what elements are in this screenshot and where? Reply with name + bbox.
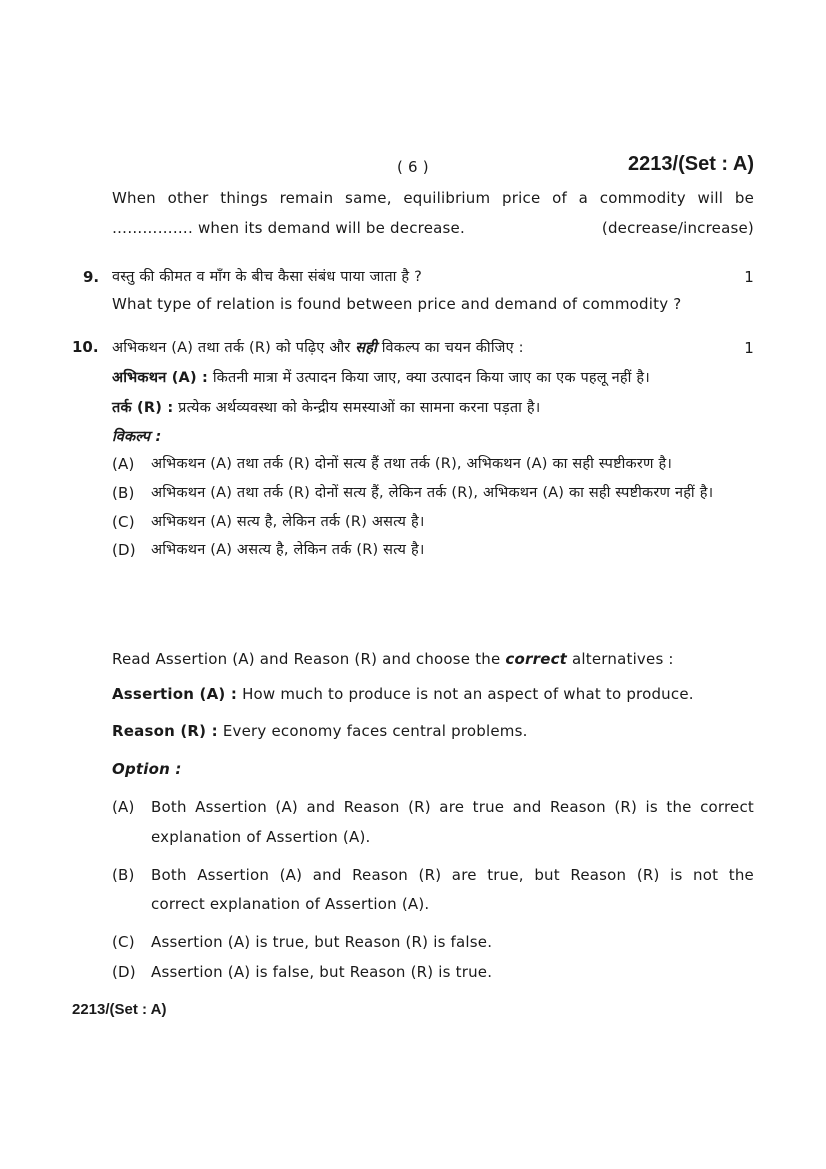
hindi-reason xyxy=(112,397,540,417)
hindi-assertion-label: अभिकथन (A) : xyxy=(112,370,209,386)
english-instruction-emphasis: correct xyxy=(505,650,568,668)
hindi-option-text: अभिकथन (A) सत्य है, लेकिन तर्क (R) असत्य है। xyxy=(151,514,425,530)
english-option-text-cont: correct explanation of Assertion (A). xyxy=(151,895,430,913)
question-10-number: 10. xyxy=(72,338,99,356)
english-assertion-text: How much to produce is not an aspect of what to produce. xyxy=(242,685,694,703)
english-assertion xyxy=(112,685,694,703)
english-assertion-label: Assertion (A) : xyxy=(112,685,238,703)
english-instruction-pre: Read Assertion (A) and Reason (R) and choose the xyxy=(112,650,501,668)
page-number: ( 6 ) xyxy=(397,158,429,176)
hindi-option-label: (C) xyxy=(112,513,135,531)
hindi-assertion-text: कितनी मात्रा में उत्पादन किया जाए, क्या उत्पादन किया जाए का एक पहलू नहीं है। xyxy=(212,370,650,386)
english-option-text: Assertion (A) is false, but Reason (R) is true. xyxy=(151,963,493,981)
question-9-hindi: वस्तु की कीमत व माँग के बीच कैसा संबंध पाया जाता है ? xyxy=(112,269,423,285)
english-option-label: (C) xyxy=(112,933,135,951)
prev-question-line1: When other things remain same, equilibrium price of a commodity will be xyxy=(112,189,754,207)
hindi-instruction-emphasis: सही xyxy=(355,340,377,356)
english-option-heading: Option : xyxy=(112,760,182,778)
hindi-option-heading: विकल्प : xyxy=(112,429,162,445)
english-instruction-post: alternatives : xyxy=(572,650,674,668)
english-instruction xyxy=(112,650,674,668)
english-option-text: Both Assertion (A) and Reason (R) are true and Reason (R) is the correct xyxy=(151,798,754,816)
paper-code-header: 2213/(Set : A) xyxy=(628,153,754,175)
hindi-reason-label: तर्क (R) : xyxy=(112,400,174,416)
hindi-instruction-post: विकल्प का चयन कीजिए : xyxy=(381,340,524,356)
prev-question-line2 xyxy=(112,219,465,237)
english-option-label: (A) xyxy=(112,798,135,816)
english-option-text: Assertion (A) is true, but Reason (R) is false. xyxy=(151,933,493,951)
hindi-option-text: अभिकथन (A) तथा तर्क (R) दोनों सत्य हैं, लेकिन तर्क (R), अभिकथन (A) का सही स्पष्टीकरण नहीं है। xyxy=(151,485,714,501)
hindi-option-label: (B) xyxy=(112,484,135,502)
english-option-label: (D) xyxy=(112,963,136,981)
question-9-number: 9. xyxy=(83,268,100,286)
english-option-text: Both Assertion (A) and Reason (R) are true, but Reason (R) is not the xyxy=(151,866,754,884)
question-10-marks: 1 xyxy=(744,339,754,357)
english-reason xyxy=(112,722,528,740)
prev-question-choices: (decrease/increase) xyxy=(601,219,754,237)
hindi-option-text: अभिकथन (A) असत्य है, लेकिन तर्क (R) सत्य है। xyxy=(151,542,425,558)
prev-question-line2-text: when its demand will be decrease. xyxy=(197,219,465,237)
question-10-hindi-instruction xyxy=(112,337,524,357)
hindi-assertion xyxy=(112,367,650,387)
english-reason-text: Every economy faces central problems. xyxy=(222,722,528,740)
fill-blank: ……………. xyxy=(112,219,193,237)
hindi-option-label: (A) xyxy=(112,455,135,473)
hindi-option-label: (D) xyxy=(112,541,136,559)
paper-code-footer: 2213/(Set : A) xyxy=(72,1001,167,1018)
hindi-reason-text: प्रत्येक अर्थव्यवस्था को केन्द्रीय समस्याओं का सामना करना पड़ता है। xyxy=(178,400,541,416)
hindi-instruction-pre: अभिकथन (A) तथा तर्क (R) को पढ़िए और xyxy=(112,340,351,356)
english-reason-label: Reason (R) : xyxy=(112,722,218,740)
question-9-marks: 1 xyxy=(744,268,754,286)
english-option-label: (B) xyxy=(112,866,135,884)
hindi-option-text: अभिकथन (A) तथा तर्क (R) दोनों सत्य हैं तथा तर्क (R), अभिकथन (A) का सही स्पष्टीकरण है। xyxy=(151,456,673,472)
english-option-text-cont: explanation of Assertion (A). xyxy=(151,828,371,846)
question-9-english: What type of relation is found between price and demand of commodity ? xyxy=(112,295,682,313)
